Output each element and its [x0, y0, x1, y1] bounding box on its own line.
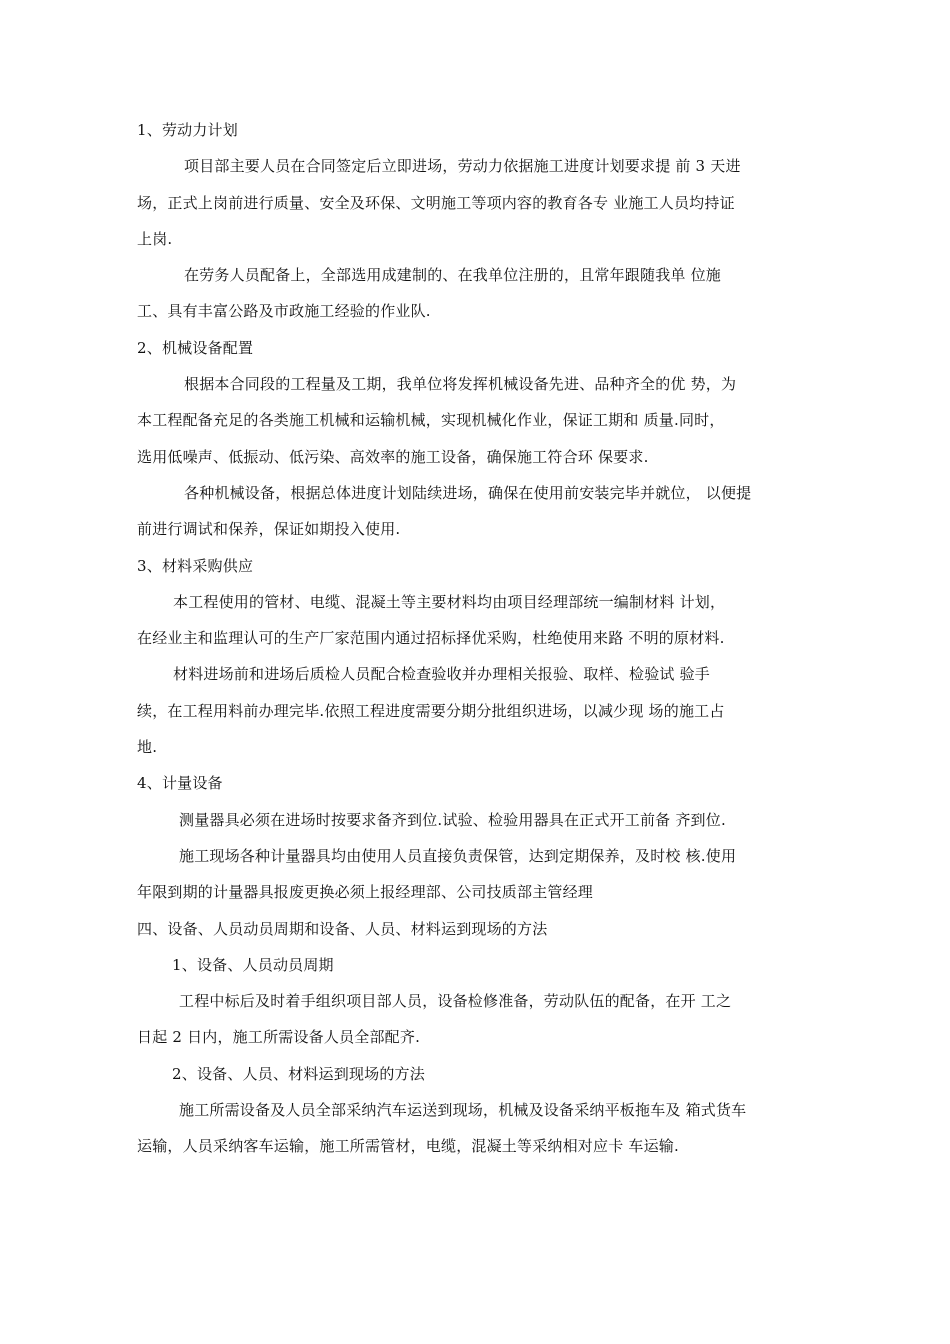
- text-line: 四、设备、人员动员周期和设备、人员、材料运到现场的方法: [137, 919, 548, 938]
- text-line: 前进行调试和保养，保证如期投入使用.: [137, 520, 401, 539]
- text-line: 4、计量设备: [137, 774, 223, 793]
- text-line: 项目部主要人员在合同签定后立即进场，劳动力依据施工进度计划要求提 前 3 天进: [184, 157, 741, 176]
- text-line: 材料进场前和进场后质检人员配合检查验收并办理相关报验、取样、检验试 验手: [173, 665, 710, 684]
- text-line: 本工程使用的管材、电缆、混凝土等主要材料均由项目经理部统一编制材料 计划，: [173, 592, 726, 611]
- text-line: 在劳务人员配备上，全部选用成建制的、在我单位注册的，且常年跟随我单 位施: [184, 266, 721, 285]
- text-line: 2、机械设备配置: [137, 338, 254, 357]
- text-line: 本工程配备充足的各类施工机械和运输机械，实现机械化作业，保证工期和 质量.同时，: [137, 411, 725, 430]
- text-line: 工、具有丰富公路及市政施工经验的作业队.: [137, 302, 431, 321]
- document-body: [137, 112, 820, 1165]
- text-line: 运输，人员采纳客车运输，施工所需管材，电缆，混凝土等采纳相对应卡 车运输.: [137, 1137, 679, 1156]
- text-line: 2、设备、人员、材料运到现场的方法: [172, 1064, 425, 1083]
- text-line: 场，正式上岗前进行质量、安全及环保、文明施工等项内容的教育各专 业施工人员均持证: [137, 193, 735, 212]
- text-line: 在经业主和监理认可的生产厂家范围内通过招标择优采购，杜绝使用来路 不明的原材料.: [137, 629, 725, 648]
- text-line: 1、设备、人员动员周期: [172, 955, 334, 974]
- text-line: 年限到期的计量器具报废更换必须上报经理部、公司技质部主管经理: [137, 883, 594, 902]
- text-line: 工程中标后及时着手组织项目部人员，设备检修准备，劳动队伍的配备，在开 工之: [179, 992, 732, 1011]
- text-line: 根据本合同段的工程量及工期，我单位将发挥机械设备先进、品种齐全的优 势，为: [184, 375, 737, 394]
- text-line: 选用低噪声、低振动、低污染、高效率的施工设备，确保施工符合环 保要求.: [137, 447, 649, 466]
- text-line: 各种机械设备，根据总体进度计划陆续进场，确保在使用前安装完毕并就位， 以便提: [184, 483, 752, 502]
- text-line: 地.: [137, 738, 158, 757]
- text-line: 施工所需设备及人员全部采纳汽车运送到现场，机械及设备采纳平板拖车及 箱式货车: [179, 1101, 747, 1120]
- text-line: 1、劳动力计划: [137, 121, 238, 139]
- text-line: 施工现场各种计量器具均由使用人员直接负责保管，达到定期保养，及时校 核.使用: [179, 846, 737, 865]
- text-line: 上岗.: [137, 229, 173, 248]
- text-line: 3、材料采购供应: [137, 556, 254, 575]
- text-line: 续，在工程用料前办理完毕.依照工程进度需要分期分批组织进场，以减少现 场的施工占: [137, 701, 725, 720]
- text-line: 日起 2 日内，施工所需设备人员全部配齐.: [137, 1028, 421, 1047]
- text-line: 测量器具必须在进场时按要求备齐到位.试验、检验用器具在正式开工前备 齐到位.: [179, 810, 726, 829]
